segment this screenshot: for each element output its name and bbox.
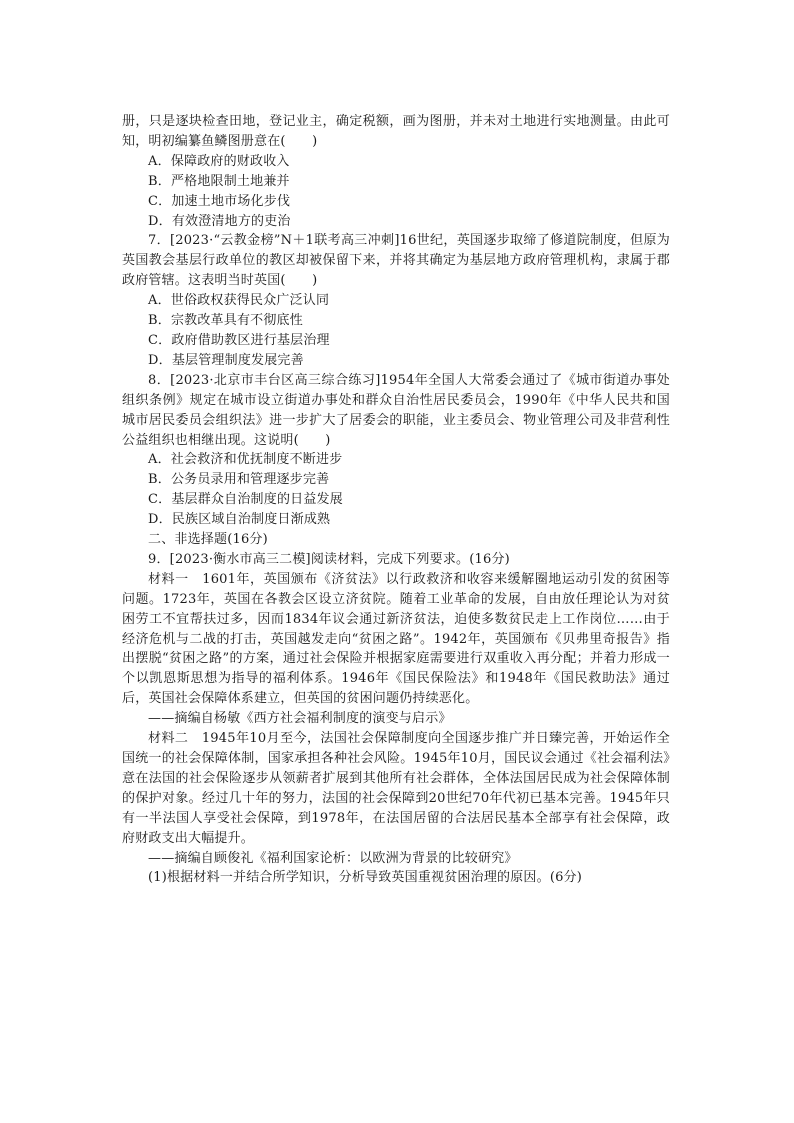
q8-option-c: C．基层群众自治制度的日益发展	[148, 492, 343, 508]
q6-option-b: B．严格地限制土地兼并	[148, 173, 290, 189]
q8-option-a: A．社会救济和优抚制度不断进步	[148, 452, 343, 468]
question-6-continuation: 册，只是逐块检查田地，登记业主，确定税额，画为图册，并未对土地进行实地测量。由此可知，明初编纂鱼鳞图册意在( )	[122, 114, 670, 149]
document-page	[122, 112, 670, 888]
material-one: 材料一 1601年，英国颁布《济贫法》以行政救济和收容来缓解圈地运动引发的贫困等问题。1723年，英国在各教会区设立济贫院。随着工业革命的发展，自由放任理论认为对贫困劳工不宜帮扶过多，因而1834年议会通过新济贫法，迫使多数贫民走上工作岗位……由于经济危机与二战的打击，英国越发走向“贫困之路”。1942年，英国颁布《贝弗里奇报告》指出摆脱“贫困之路”的方案，通过社会保险并根据家庭需要进行双重收入再分配；并着力形成一个以凯恩斯思想为指导的福利体系。1946年《国民保险法》和1948年《国民救助法》通过后，英国社会保障体系建立，但英国的贫困问题仍持续恶化。	[122, 571, 670, 707]
material-two-source: ——摘编自顾俊礼《福利国家论析：以欧洲为背景的比较研究》	[148, 850, 518, 866]
question-9-part-1: (1)根据材料一并结合所学知识，分析导致英国重视贫困治理的原因。(6分)	[148, 870, 583, 886]
q8-option-b: B．公务员录用和管理逐步完善	[148, 472, 330, 488]
question-7-stem: 7．[2023·“云教金榜”N＋1联考高三冲刺]16世纪，英国逐步取缔了修道院制度，但原为英国教会基层行政单位的教区却被保留下来，并将其确定为基层地方政府管理机构，隶属于郡政府管辖。这表明当时英国( )	[122, 233, 670, 289]
q6-option-d: D．有效澄清地方的吏治	[148, 213, 291, 229]
q8-option-d: D．民族区域自治制度日渐成熟	[148, 512, 331, 528]
material-two: 材料二 1945年10月至今，法国社会保障制度向全国逐步推广并日臻完善，开始运作全国统一的社会保障体制，国家承担各种社会风险。1945年10月，国民议会通过《社会福利法》意在法国的社会保险逐步从领薪者扩展到其他所有社会群体，全体法国居民成为社会保障体制的保护对象。经过几十年的努力，法国的社会保障到20世纪70年代初已基本完善。1945年只有一半法国人享受社会保障，到1978年，在法国居留的合法居民基本全部享有社会保障，政府财政支出大幅提升。	[122, 731, 670, 846]
q7-option-c: C．政府借助教区进行基层治理	[148, 332, 330, 348]
question-9-stem: 9．[2023·衡水市高三二模]阅读材料，完成下列要求。(16分)	[148, 551, 510, 567]
q6-option-c: C．加速土地市场化步伐	[148, 193, 291, 209]
question-8-stem: 8．[2023·北京市丰台区高三综合练习]1954年全国人大常委会通过了《城市街道办事处组织条例》规定在城市设立街道办事处和群众自治性居民委员会，1990年《中华人民共和国城市居民委员会组织法》进一步扩大了居委会的职能，业主委员会、物业管理公司及非营利性公益组织也相继出现。这说明( )	[122, 372, 670, 448]
q7-option-b: B．宗教改革具有不彻底性	[148, 313, 303, 329]
q6-option-a: A．保障政府的财政收入	[148, 153, 290, 169]
q7-option-a: A．世俗政权获得民众广泛认同	[148, 293, 330, 309]
q7-option-d: D．基层管理制度发展完善	[148, 352, 304, 368]
section-heading-nonchoice: 二、非选择题(16分)	[148, 532, 268, 548]
material-one-source: ——摘编自杨敏《西方社会福利制度的演变与启示》	[148, 711, 452, 727]
